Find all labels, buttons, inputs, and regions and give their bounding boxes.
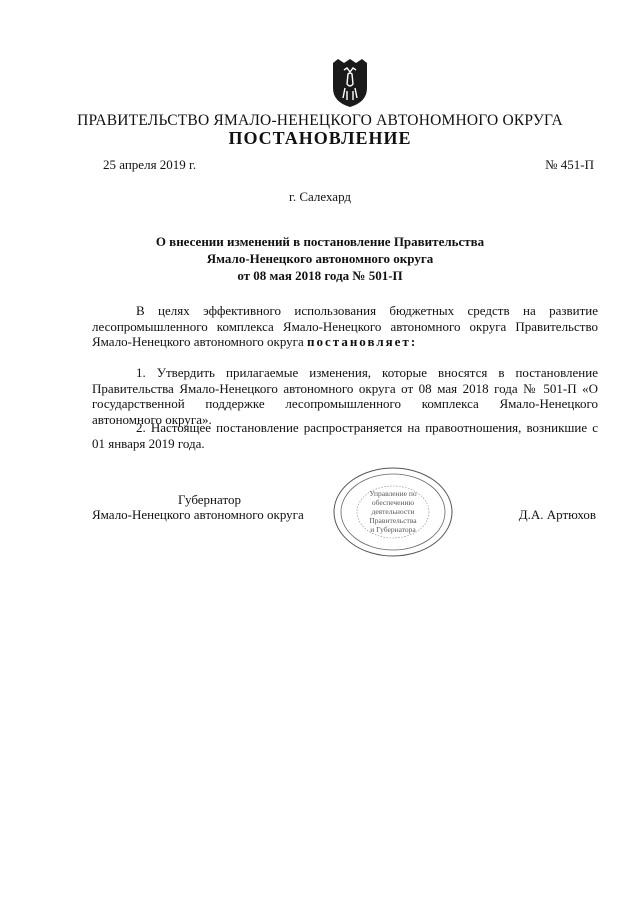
paragraph-item-2 xyxy=(92,420,598,451)
stamp-text: и Губернатора xyxy=(370,525,416,534)
stamp-text: Управление по xyxy=(369,489,417,498)
document-number: № 451-П xyxy=(545,157,594,172)
stamp-text: обеспечению xyxy=(371,498,415,507)
signer-role: Губернатор xyxy=(178,492,241,507)
document-city: г. Салехард xyxy=(288,189,352,204)
document-date: 25 апреля 2019 г. xyxy=(103,157,197,172)
subject-line: Ямало-Ненецкого автономного округа xyxy=(206,251,434,266)
government-title: ПРАВИТЕЛЬСТВО ЯМАЛО-НЕНЕЦКОГО АВТОНОМНОГО ОКРУГА xyxy=(77,112,563,129)
paragraph-item-1 xyxy=(92,365,598,427)
item-1-text: 1. Утвердить прилагаемые изменения, которые вносятся в постановление Правительства Ямало-Ненецкого автономного округа от 08 мая 2018 года № 501-П «О государственной поддержке лесопромышленного комплекса Ямало-Ненецкого автономного округа». xyxy=(92,365,598,427)
paragraph-preamble xyxy=(92,303,598,350)
subject-line: О внесении изменений в постановление Правительства xyxy=(155,234,485,249)
document-subject xyxy=(80,233,560,284)
coat-of-arms-icon xyxy=(328,58,372,108)
item-2-text: 2. Настоящее постановление распространяется на правоотношения, возникшие с 01 января 2019 года. xyxy=(92,420,598,451)
preamble-text: В целях эффективного использования бюджетных средств на развитие лесопромышленного комплекса Ямало-Ненецкого автономного округа Правительство Ямало-Ненецкого автономного округа xyxy=(92,303,598,349)
signer-name: Д.А. Артюхов xyxy=(518,507,596,522)
stamp-text: Правительства xyxy=(369,516,417,525)
subject-line: от 08 мая 2018 года № 501-П xyxy=(237,268,403,283)
official-stamp xyxy=(332,466,454,558)
stamp-text: деятельности xyxy=(371,507,415,516)
decree-word: постановляет: xyxy=(307,334,418,349)
signer-region: Ямало-Ненецкого автономного округа xyxy=(92,507,304,522)
document-type: ПОСТАНОВЛЕНИЕ xyxy=(228,128,412,148)
